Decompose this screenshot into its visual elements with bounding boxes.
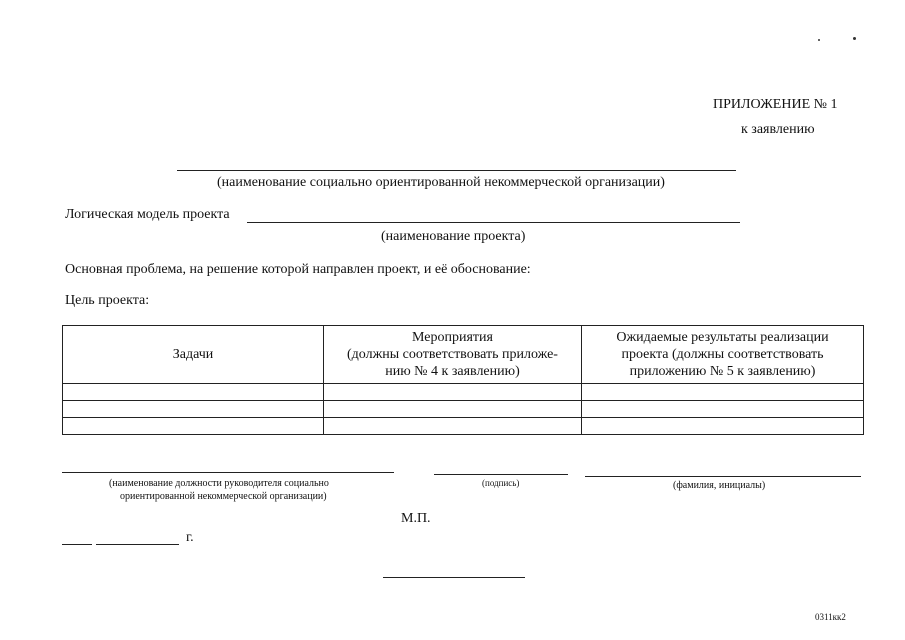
table-cell[interactable] bbox=[63, 384, 324, 401]
header-activities bbox=[324, 326, 582, 384]
name-caption: (фамилия, инициалы) bbox=[673, 480, 766, 491]
header-tasks bbox=[63, 326, 324, 384]
table-cell[interactable] bbox=[582, 401, 864, 418]
signature-caption: (подпись) bbox=[482, 478, 520, 488]
header-tasks-line: Задачи bbox=[172, 347, 214, 362]
signature-line bbox=[434, 474, 568, 475]
date-year-suffix: г. bbox=[186, 530, 194, 545]
footer-code: 0311кк2 bbox=[815, 612, 846, 622]
table-row bbox=[63, 401, 864, 418]
scan-specks bbox=[814, 34, 864, 44]
table-cell[interactable] bbox=[324, 384, 582, 401]
organization-name-line bbox=[177, 170, 736, 171]
table-header-row bbox=[63, 326, 864, 384]
table-cell[interactable] bbox=[582, 384, 864, 401]
table-row bbox=[63, 418, 864, 435]
table-cell[interactable] bbox=[324, 418, 582, 435]
bottom-line bbox=[383, 577, 525, 578]
date-month-line bbox=[96, 544, 179, 545]
position-line bbox=[62, 472, 394, 473]
stamp-label: М.П. bbox=[401, 511, 431, 526]
name-line bbox=[585, 476, 861, 477]
table-row bbox=[63, 384, 864, 401]
header-activities-line: нию № 4 к заявлению) bbox=[385, 364, 520, 379]
project-name-caption: (наименование проекта) bbox=[381, 229, 526, 244]
organization-caption: (наименование социально ориентированной некоммерческой организации) bbox=[217, 175, 665, 190]
table-cell[interactable] bbox=[63, 418, 324, 435]
position-caption-line1: (наименование должности руководителя социально bbox=[109, 478, 329, 489]
table-cell[interactable] bbox=[324, 401, 582, 418]
appendix-title: ПРИЛОЖЕНИЕ № 1 bbox=[713, 97, 838, 112]
header-results-line: проекта (должны соответствовать bbox=[621, 347, 824, 362]
logic-model-table bbox=[62, 325, 864, 435]
table-cell[interactable] bbox=[582, 418, 864, 435]
header-expected-results bbox=[582, 326, 864, 384]
header-results-line: приложению № 5 к заявлению) bbox=[629, 364, 816, 379]
logic-model-label: Логическая модель проекта bbox=[65, 207, 230, 222]
appendix-subtitle: к заявлению bbox=[741, 122, 815, 137]
date-day-line bbox=[62, 544, 92, 545]
table-cell[interactable] bbox=[63, 401, 324, 418]
main-problem-label: Основная проблема, на решение которой направлен проект, и её обоснование: bbox=[65, 262, 531, 277]
header-activities-line: Мероприятия bbox=[412, 330, 493, 345]
header-activities-line: (должны соответствовать приложе- bbox=[347, 347, 558, 362]
project-name-line bbox=[247, 222, 740, 223]
goal-label: Цель проекта: bbox=[65, 293, 150, 308]
position-caption-line2: ориентированной некоммерческой организации) bbox=[120, 491, 327, 502]
header-results-line: Ожидаемые результаты реализации bbox=[616, 330, 829, 345]
